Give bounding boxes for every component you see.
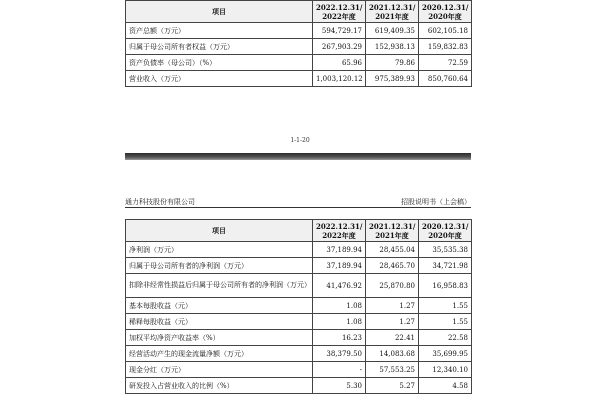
cell-2021: 1.27: [366, 314, 419, 330]
cell-2021: 25,870.80: [366, 274, 419, 298]
row-label: 净利润（万元）: [126, 242, 313, 258]
cell-2020: 602,105.18: [419, 23, 472, 39]
page-number: 1-1-20: [290, 137, 310, 144]
cell-2021: 619,409.35: [366, 23, 419, 39]
cell-2022: -: [313, 362, 366, 378]
table-row: [126, 330, 472, 346]
cell-2020: 1.55: [419, 298, 472, 314]
cell-2022: 37,189.94: [313, 242, 366, 258]
cell-2020: 1.55: [419, 314, 472, 330]
header-2021: 2021.12.31/ 2021年度: [366, 220, 419, 242]
cell-2020: 35,699.95: [419, 346, 472, 362]
cell-2021: 28,465.70: [366, 258, 419, 274]
table-header-row: [126, 220, 472, 242]
cell-2020: 12,340.10: [419, 362, 472, 378]
table-row: [126, 242, 472, 258]
cell-2022: 1.08: [313, 314, 366, 330]
row-label: 营业收入（万元）: [126, 71, 313, 87]
table-row: [126, 314, 472, 330]
document-title: 招股说明书（上会稿）: [401, 198, 471, 206]
header-item: 项目: [126, 220, 313, 242]
row-label: 现金分红（万元）: [126, 362, 313, 378]
row-label: 基本每股收益（元）: [126, 298, 313, 314]
cell-2022: 1,003,120.12: [313, 71, 366, 87]
table-row: [126, 362, 472, 378]
table-row: [126, 274, 472, 298]
table-row: [126, 378, 472, 394]
cell-2022: 594,729.17: [313, 23, 366, 39]
cell-2020: 4.58: [419, 378, 472, 394]
table-row: [126, 71, 472, 87]
financial-table-top: [125, 0, 472, 87]
row-label: 研发投入占营业收入的比例（%）: [126, 378, 313, 394]
table-row: [126, 23, 472, 39]
header-2021: 2021.12.31/ 2021年度: [366, 1, 419, 23]
header-divider: [125, 207, 471, 208]
cell-2021: 79.86: [366, 55, 419, 71]
header-2020: 2020.12.31/ 2020年度: [419, 1, 472, 23]
cell-2022: 5.30: [313, 378, 366, 394]
company-name: 通力科技股份有限公司: [125, 198, 195, 206]
cell-2020: 159,832.83: [419, 39, 472, 55]
table-header-row: [126, 1, 472, 23]
cell-2021: 22.41: [366, 330, 419, 346]
header-2022: 2022.12.31/ 2022年度: [313, 1, 366, 23]
cell-2020: 72.59: [419, 55, 472, 71]
cell-2020: 22.58: [419, 330, 472, 346]
cell-2022: 267,903.29: [313, 39, 366, 55]
cell-2021: 5.27: [366, 378, 419, 394]
cell-2021: 152,938.13: [366, 39, 419, 55]
page-separator: [125, 153, 471, 160]
row-label: 归属于母公司所有者权益（万元）: [126, 39, 313, 55]
cell-2022: 16.23: [313, 330, 366, 346]
cell-2021: 975,389.93: [366, 71, 419, 87]
row-label: 资产负债率（母公司）（%）: [126, 55, 313, 71]
table-row: [126, 39, 472, 55]
cell-2021: 1.27: [366, 298, 419, 314]
cell-2022: 38,379.50: [313, 346, 366, 362]
table-row: [126, 55, 472, 71]
row-label: 加权平均净资产收益率（%）: [126, 330, 313, 346]
cell-2020: 35,535.38: [419, 242, 472, 258]
cell-2021: 28,455.04: [366, 242, 419, 258]
header-2020: 2020.12.31/ 2020年度: [419, 220, 472, 242]
cell-2022: 65.96: [313, 55, 366, 71]
cell-2022: 1.08: [313, 298, 366, 314]
row-label: 资产总额（万元）: [126, 23, 313, 39]
cell-2020: 34,721.98: [419, 258, 472, 274]
cell-2021: 14,083.68: [366, 346, 419, 362]
cell-2021: 57,553.25: [366, 362, 419, 378]
financial-table-bottom: [125, 219, 472, 394]
cell-2020: 850,760.64: [419, 71, 472, 87]
table-row: [126, 346, 472, 362]
cell-2020: 16,958.83: [419, 274, 472, 298]
row-label: 稀释每股收益（元）: [126, 314, 313, 330]
row-label: 扣除非经常性损益后归属于母公司所有者的净利润（万元）: [126, 274, 313, 298]
row-label: 经营活动产生的现金流量净额（万元）: [126, 346, 313, 362]
cell-2022: 41,476.92: [313, 274, 366, 298]
table-row: [126, 258, 472, 274]
header-item: 项目: [126, 1, 313, 23]
table-row: [126, 298, 472, 314]
row-label: 归属于母公司所有者的净利润（万元）: [126, 258, 313, 274]
header-2022: 2022.12.31/ 2022年度: [313, 220, 366, 242]
cell-2022: 37,189.94: [313, 258, 366, 274]
